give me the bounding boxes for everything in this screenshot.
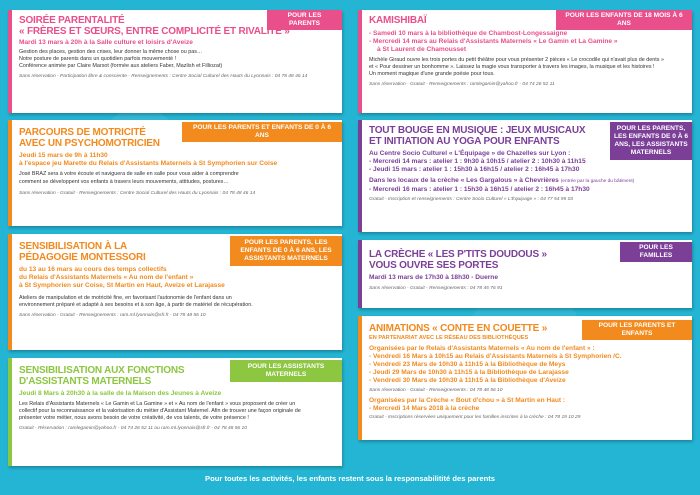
card-kamishibai bbox=[358, 10, 692, 113]
card-title: VOUS OUVRE SES PORTES bbox=[369, 259, 499, 271]
event-slot: - Vendredi 23 Mars de 10h30 à 11h15 à la Bibliothèque de Meys bbox=[369, 360, 566, 368]
event-slot: - Mercredi 16 mars : atelier 1 : 15h30 à 16h15 / atelier 2 : 16h45 à 17h30 bbox=[369, 185, 590, 193]
card-title: D'ASSISTANTS MATERNELS bbox=[19, 375, 152, 387]
card-title: « FRÈRES ET SŒURS, ENTRE COMPLICITÉ ET RIVALITÉ » bbox=[19, 25, 290, 37]
description: présenter votre métier, nous avons besoin de votre créativité, de vos talents, de votre présence ! bbox=[19, 415, 249, 422]
card-title: PARCOURS DE MOTRICITÉ bbox=[19, 127, 146, 138]
event-date: - Samedi 10 mars à la bibliothèque de Chambost-Longessaigne bbox=[369, 29, 568, 37]
description: Les Relais d'Assistants Maternels « Le Gamin et La Gamine » et « Au nom de l'enfant » vous proposent de créer un bbox=[19, 401, 296, 408]
description: Michèle Giraud ouvre les trois portes du petit théâtre pour vous présenter 2 pièces « Le crocodile qui n'avait plus de dents » bbox=[369, 57, 664, 64]
card-title: SOIRÉE PARENTALITÉ bbox=[19, 15, 125, 26]
event-date: - Mercredi 14 mars au Relais d'Assistants Maternels « Le Gamin et La Gamine » bbox=[369, 37, 618, 45]
audience-tag: POUR LES PARENTS ET ENFANTS bbox=[582, 320, 692, 340]
card-montessori bbox=[8, 234, 342, 350]
event-slot: - Jeudi 29 Mars de 10h30 à 11h15 à la Bibliothèque de Larajasse bbox=[369, 369, 569, 377]
event-slot: - Vendredi 16 Mars à 10h15 au Relais d'Assistants Maternels à St Symphorien /C. bbox=[369, 352, 622, 360]
card-title: ANIMATIONS « CONTE EN COUETTE » bbox=[369, 323, 548, 334]
description: collectif pour la reconnaissance et la valorisation du métier d'Assistant Maternel. Afin de trouver une façon originale de bbox=[19, 408, 301, 415]
footer-info: Sans réservation - Participation libre & consciente - Renseignements : Centre Social Culturel des Hauts du Lyonnais : 04 78 48 46 14 bbox=[19, 74, 308, 80]
card-subtitle: EN PARTENARIAT AVEC LE RÉSEAU DES BIBLIOTHÈQUES bbox=[369, 334, 529, 341]
event-place: Dans les locaux de la crèche « Les Gargalous » à Chevrières (entrée par la gauche du bâtiment) bbox=[369, 176, 635, 184]
description: comment se développent vos enfants à travers leurs mouvements, attitudes, postures… bbox=[19, 178, 229, 185]
audience-tag: POUR LES ENFANTS DE 18 MOIS À 6 ANS bbox=[556, 10, 692, 30]
card-title: PÉDAGOGIE MONTESSORI bbox=[19, 251, 146, 263]
description: Un moment magique d'une grande poésie pour tous. bbox=[369, 71, 495, 78]
footer-info: Sans réservation - Gratuit - Renseignements : Centre Social Culturel des Hauts du Lyonnais : 04 78 48 46 14 bbox=[19, 190, 256, 196]
card-title: TOUT BOUGE EN MUSIQUE : JEUX MUSICAUX bbox=[369, 125, 586, 136]
event-slot: - Mercredi 14 Mars 2018 à la crèche bbox=[369, 404, 480, 412]
event-dates: du 13 au 16 mars au cours des temps collectifs bbox=[19, 266, 167, 273]
description: et « Pour dessiner un bonhomme ». Laissez la magie vous transporter à travers les images, la musique et les histoires ! bbox=[369, 64, 655, 71]
audience-tag: POUR LES PARENTS bbox=[267, 10, 342, 30]
audience-tag: POUR LES ASSISTANTS MATERNELS bbox=[230, 360, 342, 382]
organizer: Organisées par la Crèche « Bout d'chou » à St Martin en Haut : bbox=[369, 396, 566, 404]
audience-tag: POUR LES FAMILLES bbox=[620, 242, 692, 262]
event-place: Au Centre Socio Culturel « L'Équipage » de Chazelles sur Lyon : bbox=[369, 150, 571, 157]
event-location: à St Laurent de Chamousset bbox=[377, 45, 467, 53]
footer-info: Sans réservation - Gratuit - Renseignements : 04 78 45 76 91 bbox=[369, 286, 503, 292]
event-organizer: du Relais d'Assistants Maternels « Au nom de l'enfant » bbox=[19, 274, 194, 282]
card-title: KAMISHIBAÏ bbox=[369, 15, 427, 26]
audience-tag: POUR LES PARENTS, LES ENFANTS DE 0 À 6 ANS, LES ASSISTANTS MATERNELS bbox=[610, 122, 692, 160]
card-title: ET INITIATION AU YOGA POUR ENFANTS bbox=[369, 135, 560, 147]
audience-tag: POUR LES PARENTS, LES ENFANTS DE 0 À 6 ANS, LES ASSISTANTS MATERNELS bbox=[230, 236, 342, 266]
card-soiree-parentalite bbox=[8, 10, 342, 113]
event-slot: - Jeudi 15 mars : atelier 1 : 15h30 à 16h15 / atelier 2 : 16h45 à 17h30 bbox=[369, 166, 580, 174]
description: José BRAZ sera à votre écoute et naviguera de salle en salle pour vous aider à comprendre bbox=[19, 171, 239, 178]
event-date: Mardi 13 mars à 20h à la Salle culture et loisirs d'Aveize bbox=[19, 39, 193, 46]
card-title: SENSIBILISATION À LA bbox=[19, 241, 128, 252]
description: environnement préparé et adapté à ses besoins et à son âge, à partir de matériel de récupération. bbox=[19, 301, 253, 308]
card-tout-bouge-musique bbox=[358, 120, 692, 232]
organizer: Organisées par le Relais d'Assistants Maternels « Au nom de l'enfant » : bbox=[369, 344, 595, 352]
event-slot: - Vendredi 30 Mars de 10h30 à 11h15 à la Bibliothèque d'Aveize bbox=[369, 377, 566, 385]
description: Gestion des places, gestion des crises, leur donner la même chose ou pas… bbox=[19, 49, 203, 56]
footer-info: Gratuit - Inscriptions réservées uniquement pour les familles inscrites à la crèche : 04 78 19 10 29 bbox=[369, 414, 581, 420]
audience-tag: POUR LES PARENTS ET ENFANTS DE 0 À 6 ANS bbox=[182, 122, 342, 142]
footer-info: Sans réservation - Gratuit - Renseignements : ramlegamin@yahoo.fr - 04 74 26 52 11 bbox=[369, 82, 555, 88]
description: Notre posture de parents dans un quotidien parfois mouvementé ! bbox=[19, 56, 177, 63]
event-place-note: (entrée par la gauche du bâtiment) bbox=[560, 178, 635, 184]
event-locations: à St Symphorien sur Coise, St Martin en Haut, Aveize et Larajasse bbox=[19, 282, 225, 290]
card-conte-en-couette bbox=[358, 316, 692, 440]
footer-info: Gratuit - Inscription et renseignements : Centre Socio Culturel « L'Équipage » : 04 77 54 95 03 bbox=[369, 197, 574, 203]
event-date: Mardi 13 mars de 17h30 à 18h30 - Duerne bbox=[369, 274, 499, 281]
description: Conférence animée par Claire Marsot (formée aux ateliers Faber, Mazlish et Filliozat) bbox=[19, 63, 223, 70]
event-location: à l'espace jeu Marette du Relais d'Assistants Maternels à St Symphorien sur Coise bbox=[19, 160, 278, 168]
event-slot: - Mercredi 14 mars : atelier 1 : 9h30 à 10h15 / atelier 2 : 10h30 à 11h15 bbox=[369, 158, 586, 166]
footer-info: Sans réservation - Gratuit - Renseignements : ram.ml.lyonnais@sfr.fr - 04 78 48 56 10 bbox=[19, 312, 206, 318]
card-fonctions-assistants bbox=[8, 358, 342, 466]
footer-info: Sans réservation - Gratuit - Renseignements : 04 78 48 56 10 bbox=[369, 387, 503, 393]
footer-info: Gratuit - Réservation : ramlegamin@yahoo.fr - 04 74 26 52 11 ou ram.ml.lyonnais@sfr.fr - 04 78 48 56 10 bbox=[19, 426, 247, 432]
card-title: SENSIBILISATION AUX FONCTIONS bbox=[19, 365, 185, 376]
description: Ateliers de manipulation et de motricité fine, en favorisant l'autonomie de l'enfant dans un bbox=[19, 294, 232, 301]
card-title: LA CRÈCHE « LES P'TITS DOUDOUS » bbox=[369, 249, 547, 260]
responsibility-note: Pour toutes les activités, les enfants restent sous la responsabilitité des parents bbox=[205, 474, 495, 483]
event-date: Jeudi 8 Mars à 20h30 à la salle de la Maison des Jeunes à Aveize bbox=[19, 390, 222, 397]
card-creche-portes-ouvertes bbox=[358, 240, 692, 308]
card-parcours-motricite bbox=[8, 120, 342, 226]
event-date: Jeudi 15 mars de 9h à 11h30 bbox=[19, 152, 108, 159]
card-title: AVEC UN PSYCHOMOTRICIEN bbox=[19, 137, 160, 149]
